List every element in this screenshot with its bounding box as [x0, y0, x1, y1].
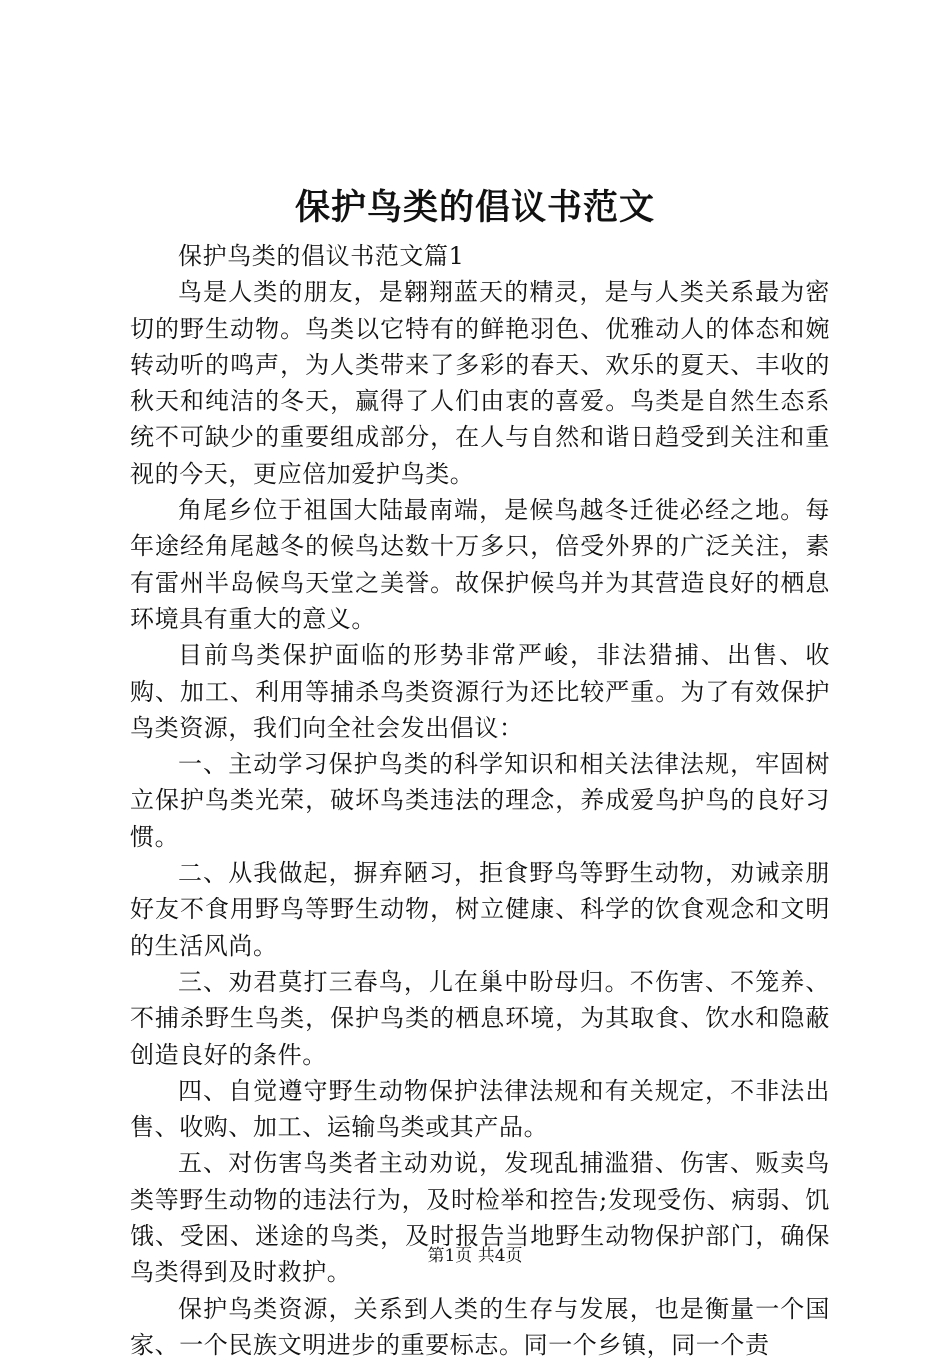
paragraph-item-1: 一、主动学习保护鸟类的科学知识和相关法律法规，牢固树立保护鸟类光荣，破坏鸟类违法的理念，养成爱鸟护鸟的良好习惯。	[130, 750, 830, 851]
paragraph-item-4: 四、自觉遵守野生动物保护法律法规和有关规定，不非法出售、收购、加工、运输鸟类或其产品。	[130, 1076, 830, 1142]
paragraph-item-2: 二、从我做起，摒弃陋习，拒食野鸟等野生动物，劝诫亲朋好友不食用野鸟等野生动物，树立健康、科学的饮食观念和文明的生活风尚。	[130, 859, 830, 960]
page-footer: 第1页 共4页	[427, 1246, 523, 1266]
paragraph-intro: 鸟是人类的朋友，是翱翔蓝天的精灵，是与人类关系最为密切的野生动物。鸟类以它特有的鲜艳羽色、优雅动人的体态和婉转动听的鸣声，为人类带来了多彩的春天、欢乐的夏天、丰收的秋天和纯洁的冬天，赢得了人们由衷的喜爱。鸟类是自然生态系统不可缺少的重要组成部分，在人与自然和谐日趋受到关注和重视的今天，更应倍加爱护鸟类。	[130, 278, 830, 488]
paragraph-situation: 目前鸟类保护面临的形势非常严峻，非法猎捕、出售、收购、加工、利用等捕杀鸟类资源行为还比较严重。为了有效保护鸟类资源，我们向全社会发出倡议：	[130, 641, 830, 742]
section-heading: 保护鸟类的倡议书范文篇1	[178, 242, 465, 270]
document-body	[130, 238, 830, 1363]
paragraph-location: 角尾乡位于祖国大陆最南端，是候鸟越冬迁徙必经之地。每年途经角尾越冬的候鸟达数十万多只，倍受外界的广泛关注，素有雷州半岛候鸟天堂之美誉。故保护候鸟并为其营造良好的栖息环境具有重大的意义。	[130, 496, 830, 633]
paragraph-item-3: 三、劝君莫打三春鸟，儿在巢中盼母归。不伤害、不笼养、不捕杀野生鸟类，保护鸟类的栖息环境，为其取食、饮水和隐蔽创造良好的条件。	[130, 967, 830, 1069]
paragraph-item-5: 五、对伤害鸟类者主动劝说，发现乱捕滥猎、伤害、贩卖鸟类等野生动物的违法行为，及时检举和控告;发现受伤、病弱、饥饿、受困、迷途的鸟类，及时报告当地野生动物保护部门，确保鸟类得到及时救护。	[130, 1149, 830, 1287]
paragraph-conclusion: 保护鸟类资源，关系到人类的生存与发展，也是衡量一个国家、一个民族文明进步的重要标志。同一个乡镇，同一个责	[130, 1294, 830, 1359]
document-title: 保护鸟类的倡议书范文	[294, 187, 655, 228]
